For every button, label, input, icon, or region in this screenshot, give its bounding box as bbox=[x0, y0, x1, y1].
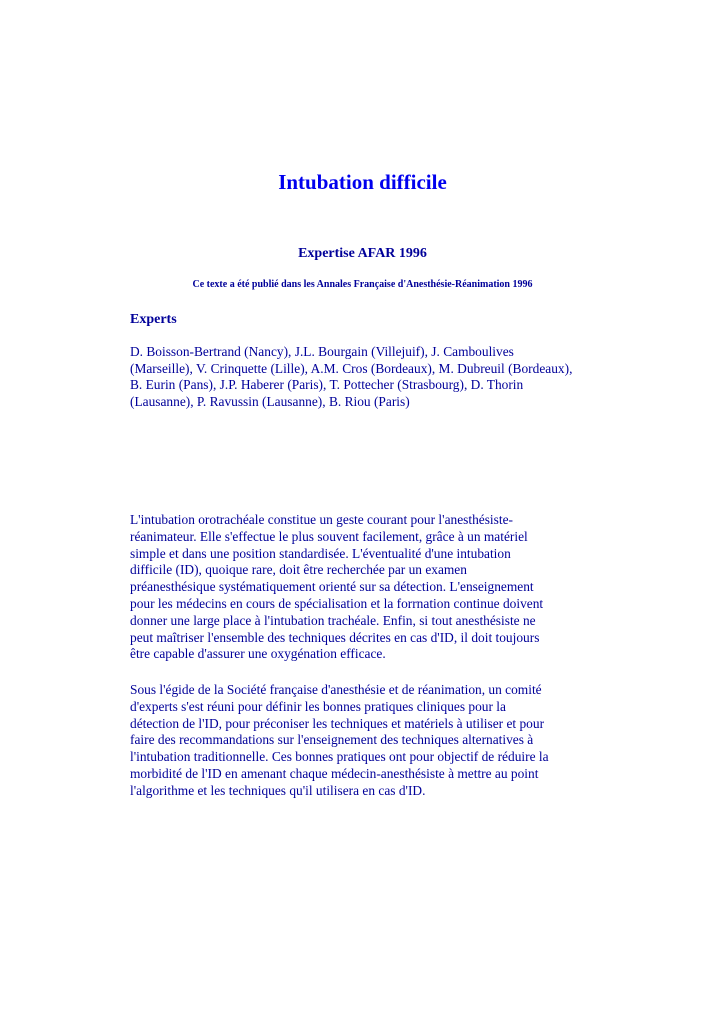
intro-paragraph: L'intubation orotrachéale constitue un geste courant pour l'anesthésiste-réanimateur. Elle s'effectue le plus souvent facilement, grâce à un matériel simple et dans une position standardisée. L'éventualité d'une intubation difficile (ID), quoique rare, doit être recherchée par un examen préanesthésique systématiquement orienté sur sa détection. L'enseignement pour les médecins en cours de spécialisation et la forrnation continue doivent donner une large place à l'intubation trachéale. Enfin, si tout anesthésiste ne peut maîtriser l'ensemble des techniques décrites en cas d'ID, il doit toujours être capable d'assurer une oxygénation efficace. bbox=[130, 512, 544, 662]
experts-list: D. Boisson-Bertrand (Nancy), J.L. Bourgain (Villejuif), J. Camboulives (Marseille), V. Crinquette (Lille), A.M. Cros (Bordeaux), M. Dubreuil (Bordeaux), B. Eurin (Pans), J.P. Haberer (Paris), T. Pottecher (Strasbourg), D. Thorin (Lausanne), P. Ravussin (Lausanne), B. Riou (Paris) bbox=[130, 344, 573, 409]
publication-note: Ce texte a été publié dans les Annales Française d'Anesthésie-Réanimation 1996 bbox=[192, 279, 533, 290]
objective-paragraph: Sous l'égide de la Société française d'anesthésie et de réanimation, un comité d'experts s'est réuni pour définir les bonnes pratiques cliniques pour la détection de l'ID, pour préconiser les techniques et matériels à utiliser et pour faire des recommandations sur l'enseignement des techniques alternatives à l'intubation traditionnelle. Ces bonnes pratiques ont pour objectif de réduire la morbidité de l'ID en amenant chaque médecin-anesthésiste à mettre au point l'algorithme et les techniques qu'il utilisera en cas d'ID. bbox=[130, 682, 549, 798]
experts-heading: Experts bbox=[130, 312, 177, 327]
document-subtitle: Expertise AFAR 1996 bbox=[298, 246, 427, 261]
document-title: Intubation difficile bbox=[278, 170, 447, 194]
